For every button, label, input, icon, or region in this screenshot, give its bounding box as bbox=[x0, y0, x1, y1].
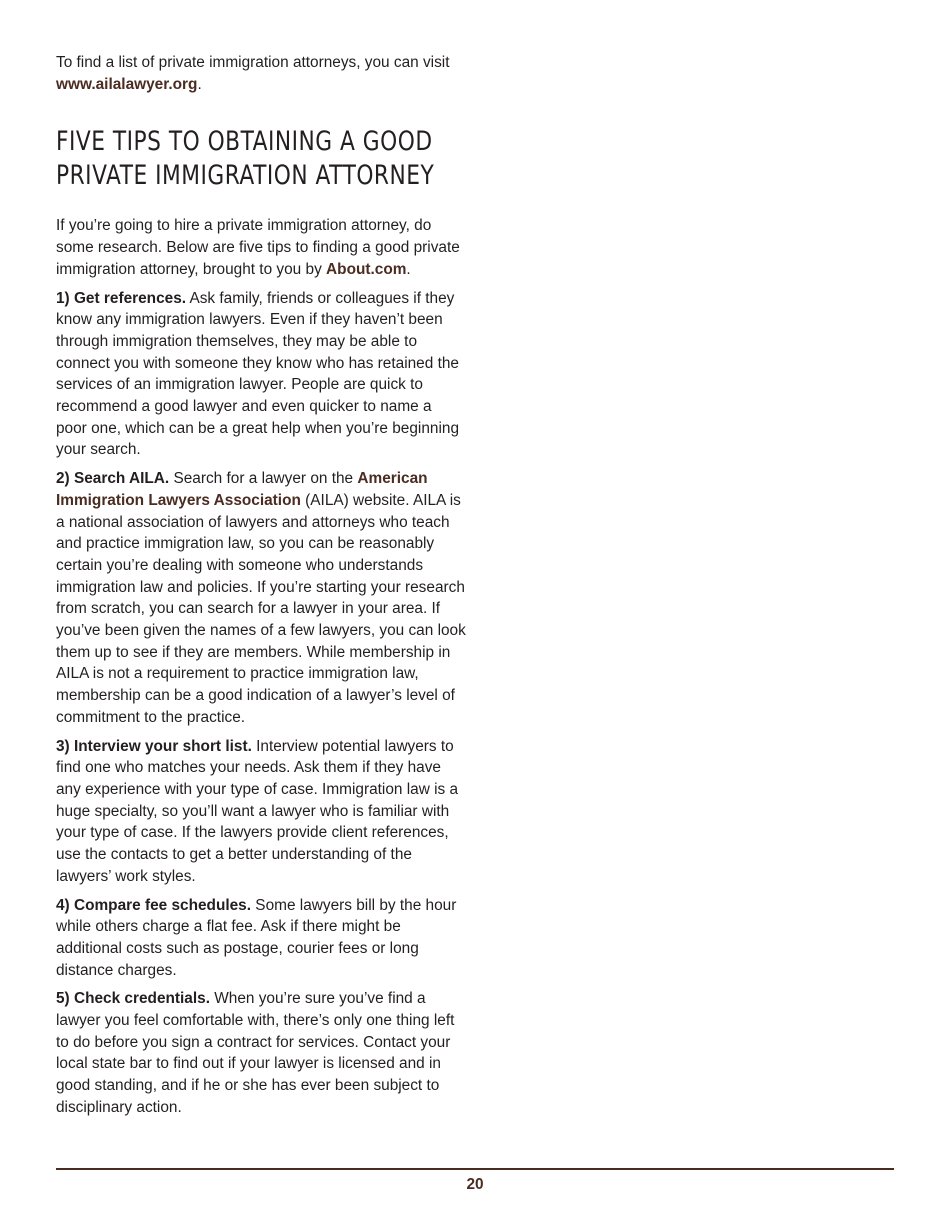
tip-2-body-before: Search for a lawyer on the bbox=[169, 470, 358, 488]
tip-3 bbox=[56, 736, 466, 888]
aila-link[interactable]: American Immigration Lawyers Association bbox=[56, 470, 428, 509]
tip-1-body: Ask family, friends or colleagues if they know any immigration lawyers. Even if they haven’t been through immigration themselves, they may be able to connect you with someone they know who has retained the services of an immigration lawyer. People are quick to recommend a good lawyer and even quicker to name a poor one, which can be a great help when you’re beginning your search. bbox=[56, 289, 460, 459]
content-column bbox=[56, 52, 466, 1119]
top-note-text: To find a list of private immigration attorneys, you can visit bbox=[56, 54, 450, 71]
tip-2 bbox=[56, 468, 466, 728]
tip-5-body: When you’re sure you’ve find a lawyer you feel comfortable with, there’s only one thing left to do before you sign a contract for services. Contact your local state bar to find out if your lawyer is licensed and in good standing, and if he or she has ever been subject to disciplinary action. bbox=[56, 990, 455, 1116]
intro-paragraph bbox=[56, 215, 466, 280]
page-number: 20 bbox=[466, 1176, 484, 1193]
tip-2-lead: 2) Search AILA. bbox=[56, 470, 170, 488]
tip-3-body: Interview potential lawyers to find one who matches your needs. Ask them if they have any experience with your type of case. Immigration law is a huge specialty, so you’ll want a lawyer who is familiar with your type of case. If the lawyers provide client references, use the contacts to get a better understanding of the lawyers’ work styles. bbox=[56, 737, 459, 885]
tip-5-lead: 5) Check credentials. bbox=[56, 990, 210, 1008]
tip-2-body-after: (AILA) website. AILA is a national association of lawyers and attorneys who teach and practice immigration law, so you can be reasonably certain you’re dealing with someone who understands immigration law and policies. If you’re starting your research from scratch, you can search for a lawyer in your area. If you’ve been given the names of a few lawyers, you can look them up to see if they are members. While membership in AILA is not a requirement to practice immigration law, membership can be a good indication of a lawyer’s level of commitment to the practice. bbox=[56, 491, 466, 726]
about-com-link[interactable]: About.com bbox=[326, 260, 407, 278]
top-note-period: . bbox=[197, 75, 202, 93]
footer-divider bbox=[56, 1168, 894, 1170]
tip-4-body: Some lawyers bill by the hour while others charge a flat fee. Ask if there might be additional costs such as postage, courier fees or long distance charges. bbox=[56, 896, 457, 979]
intro-period: . bbox=[406, 260, 411, 278]
heading-line-1: FIVE TIPS TO OBTAINING A GOOD bbox=[56, 126, 433, 158]
tip-4-lead: 4) Compare fee schedules. bbox=[56, 896, 252, 914]
intro-text: If you’re going to hire a private immigration attorney, do some research. Below are five tips to finding a good private immigration attorney, brought to you by bbox=[56, 217, 460, 278]
heading-line-2: PRIVATE IMMIGRATION ATTORNEY bbox=[56, 160, 435, 192]
top-note bbox=[56, 52, 466, 95]
tip-3-lead: 3) Interview your short list. bbox=[56, 737, 252, 755]
tip-5 bbox=[56, 988, 466, 1118]
tip-1-lead: 1) Get references. bbox=[56, 289, 187, 307]
section-heading bbox=[56, 125, 466, 193]
ailalawyer-link[interactable]: www.ailalawyer.org bbox=[56, 75, 198, 93]
tip-4 bbox=[56, 895, 466, 982]
tip-1 bbox=[56, 288, 466, 462]
